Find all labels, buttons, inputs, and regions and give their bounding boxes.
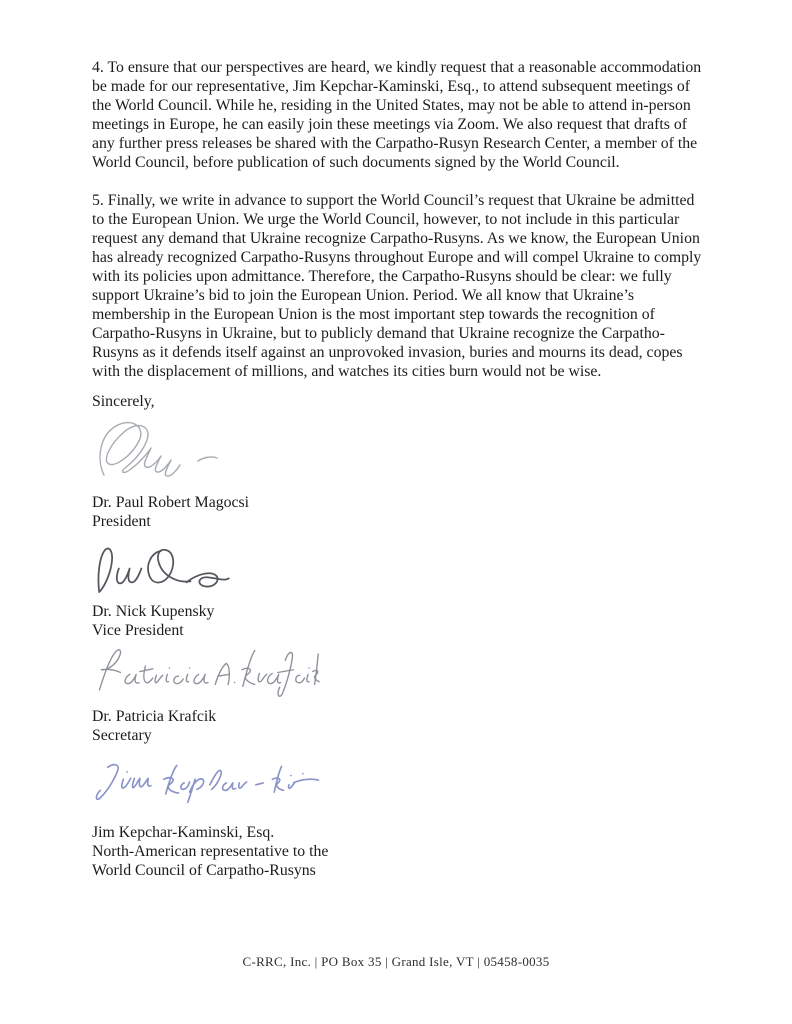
footer-address: C-RRC, Inc. | PO Box 35 | Grand Isle, VT | 05458-0035 [242,954,550,969]
krafcik-signature-icon [92,644,322,701]
signatory-block-magocsi [92,419,707,531]
signatory-title-line-1: North-American representative to the [92,843,329,860]
kupensky-signature-icon [94,544,232,597]
signatory-block-kepchar-kaminski [92,759,707,880]
signatory-title: Vice President [92,622,184,639]
signatory-block-kupensky [92,544,707,640]
letter-body [92,58,707,880]
signatory-title: Secretary [92,727,152,744]
signatory-name: Dr. Nick Kupensky [92,603,215,620]
signatory-title: President [92,513,151,530]
magocsi-signature-icon [94,419,226,493]
signatory-title-line-2: World Council of Carpatho-Rusyns [92,862,316,879]
signatory-name: Jim Kepchar-Kaminski, Esq. [92,824,275,841]
signatory-block-krafcik [92,644,707,745]
closing-valediction: Sincerely, [92,393,155,410]
paragraph-4: 4. To ensure that our perspectives are heard, we kindly request that a reasonable accommodation be made for our representative, Jim Kepchar-Kaminski, Esq., to attend subsequent meetings of the World Council. While he, residing in the United States, may not be able to attend in-person meetings in Europe, he can easily join these meetings via Zoom. We also request that drafts of any further press releases be shared with the Carpatho-Rusyn Research Center, a member of the World Council, before publication of such documents signed by the World Council. [92,59,702,171]
kepchar-kaminski-signature-icon [92,759,324,805]
paragraph-5: 5. Finally, we write in advance to support the World Council’s request that Ukraine be admitted to the European Union. We urge the World Council, however, to not include in this particular request any demand that Ukraine recognize Carpatho-Rusyns. As we know, the European Union has already recognized Carpatho-Rusyns throughout Europe and will compel Ukraine to comply with its policies upon admittance. Therefore, the Carpatho-Rusyns should be clear: we fully support Ukraine’s bid to join the European Union. Period. We all know that Ukraine’s membership in the European Union is the most important step towards the recognition of Carpatho-Rusyns in Ukraine, but to publicly demand that Ukraine recognize the Carpatho-Rusyns as it defends itself against an unprovoked invasion, buries and mourns its dead, copes with the displacement of millions, and watches its cities burn would not be wise. [92,192,702,380]
signatory-name: Dr. Paul Robert Magocsi [92,494,250,511]
signatory-name: Dr. Patricia Krafcik [92,708,217,725]
